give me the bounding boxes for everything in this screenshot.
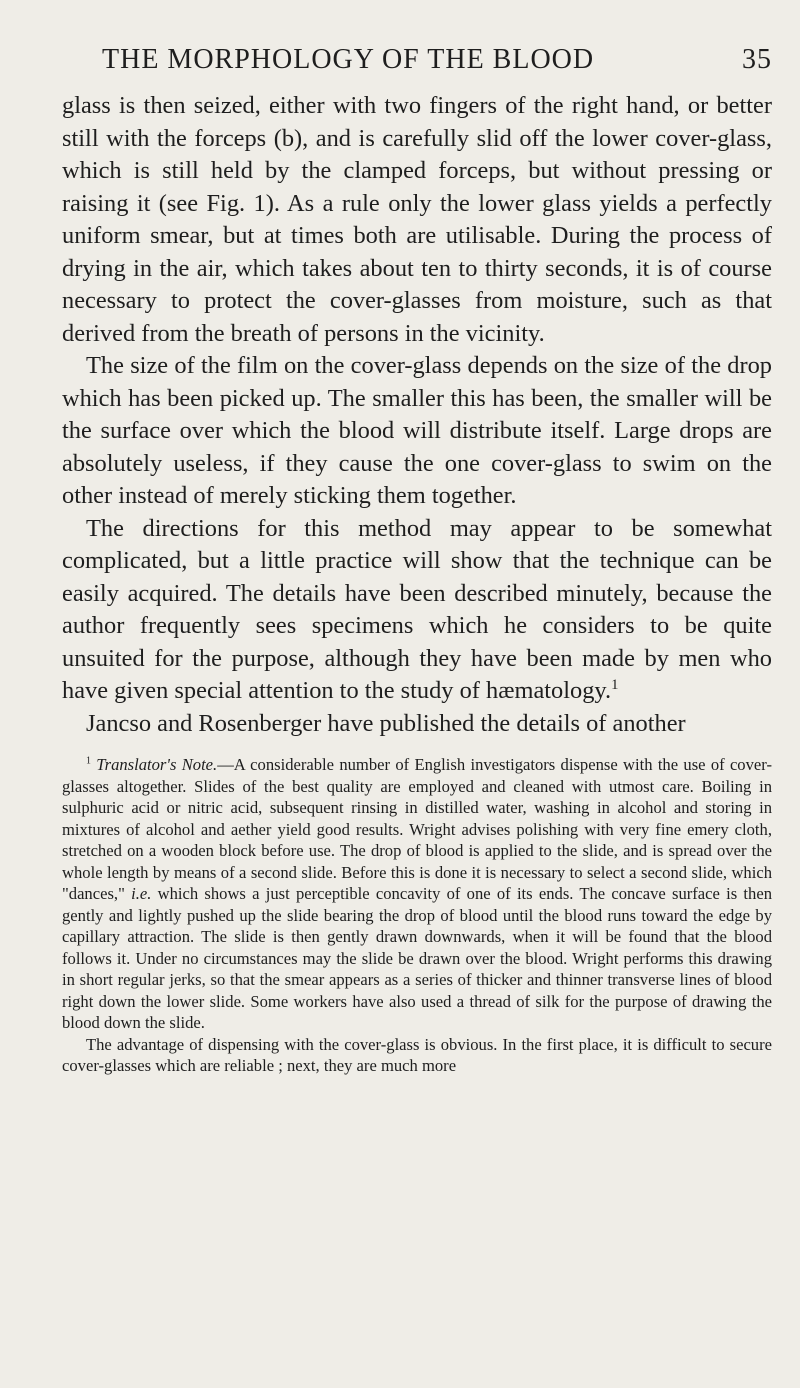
paragraph-3	[62, 513, 772, 708]
footnote-text-part2: which shows a just perceptible concavity of one of its ends. The concave surface is then gently and lightly pushed up the slide bearing the drop of blood until the blood runs toward the edge by capillary attraction. The slide is then gently drawn downwards, when it will be found that the blood follows it. Under no circumstances may the slide be drawn over the blood. Wright performs this drawing in short regular jerks, so that the smear appears as a series of thicker and thinner transverse lines of blood right down the lower slide. Some workers have also used a thread of silk for the purpose of drawing the blood down the slide.	[62, 884, 772, 1032]
footnote-1	[62, 754, 772, 1034]
footnote-paragraph-2: The advantage of dispensing with the cover-glass is obvious. In the first place, it is difficult to secure cover-glasses which are reliable ; next, they are much more	[62, 1034, 772, 1075]
paragraph-4: Jancso and Rosenberger have published the details of another	[86, 709, 686, 737]
paragraph-1: glass is then seized, either with two fingers of the right hand, or better still with the forceps (b), and is carefully slid off the lower cover-glass, which is still held by the clamped forceps, but without pressing or raising it (see Fig. 1). As a rule only the lower glass yields a perfectly uniform smear, but at times both are utilisable. During the process of drying in the air, which takes about ten to thirty seconds, it is of course necessary to protect the cover-glasses from moisture, such as that derived from the breath of persons in the vicinity.	[62, 92, 772, 347]
paragraph-2: The size of the film on the cover-glass depends on the size of the drop which has been picked up. The smaller this has been, the smaller will be the surface over which the blood will distribute itself. Large drops are absolutely useless, if they cause the one cover-glass to swim on the other instead of merely sticking them together.	[62, 352, 772, 509]
footnote-text-part1: —A considerable number of English investigators dispense with the use of cover-glasses altogether. Slides of the best quality are employed and cleaned with utmost care. Boiling in sulphuric acid or nitric acid, subsequent rinsing in distilled water, washing in alcohol and storing in mixtures of alcohol and aether yield good results. Wright advises polishing with very fine emery cloth, stretched on a wooden block before use. The drop of blood is applied to the slide, and is spread over the whole length by means of a second slide. Before this is done it is necessary to select a second slide, which "dances,"	[62, 755, 772, 903]
footnote-label: Translator's Note.	[96, 755, 218, 774]
footnotes	[62, 754, 772, 1077]
paragraph-3-text: The directions for this method may appear to be somewhat complicated, but a little practice will show that the technique can be easily acquired. The details have been described minutely, because the author frequently sees specimens which he considers to be quite unsuited for the purpose, although they have been made by men who have given special attention to the study of hæmatology.	[62, 514, 772, 704]
main-text	[62, 90, 772, 740]
page-number: 35	[742, 44, 772, 75]
footnote-marker: 1	[86, 755, 91, 767]
footnote-ie: i.e.	[131, 884, 152, 903]
running-title: THE MORPHOLOGY OF THE BLOOD	[102, 44, 595, 75]
book-page	[62, 40, 772, 1077]
footnote-reference: 1	[611, 676, 619, 693]
running-header	[62, 40, 772, 80]
